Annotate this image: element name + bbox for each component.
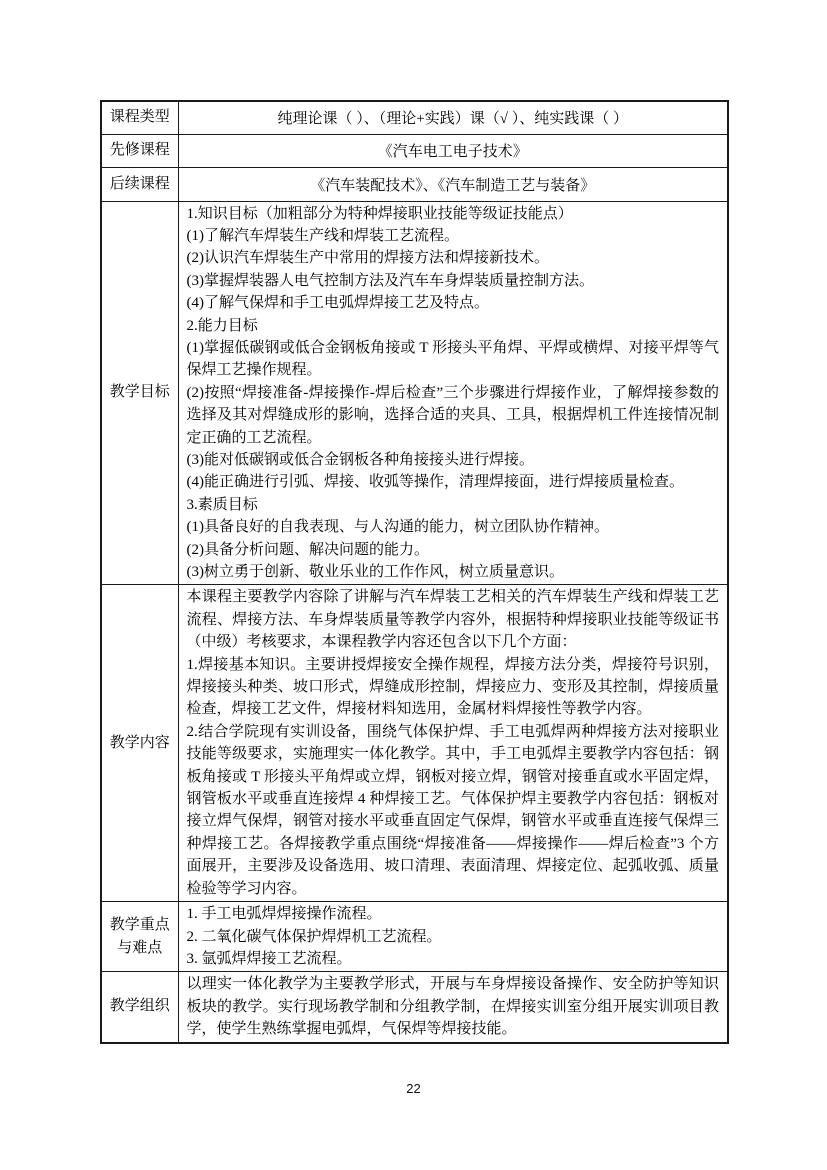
content-intro: 本课程主要教学内容除了讲解与汽车焊装工艺相关的汽车焊装生产线和焊装工艺流程、焊接方法、车身焊装质量等教学内容外，根据特种焊接职业技能等级证书（中级）考核要求，本课程教学内容还包含以下几个方面： bbox=[186, 589, 719, 651]
focus-item-1: 1. 手工电弧焊焊接操作流程。 bbox=[186, 906, 382, 923]
teaching-content-content bbox=[178, 585, 728, 902]
row-label-course-type: 课程类型 bbox=[101, 101, 178, 134]
content-item-1: 1.焊接基本知识。主要讲授焊接安全操作规程，焊接方法分类，焊接符号识别，焊接接头种类、坡口形式，焊缝成形控制，焊接应力、变形及其控制，焊接质量检查，焊接工艺文件，焊接材料知选用，金属材料焊接性等教学内容。 bbox=[186, 656, 719, 718]
row-label-followup-courses: 后续课程 bbox=[101, 167, 178, 201]
goals-ability-item-4: (4)能正确进行引弧、焊接、收弧等操作，清理焊接面，进行焊接质量检查。 bbox=[186, 474, 684, 491]
teaching-focus-content bbox=[178, 902, 728, 972]
row-label-teaching-organization: 教学组织 bbox=[101, 972, 178, 1043]
row-teaching-focus bbox=[101, 902, 728, 972]
row-label-teaching-focus bbox=[101, 902, 178, 972]
goals-knowledge-item-4: (4)了解气保焊和手工电弧焊焊接工艺及特点。 bbox=[186, 295, 489, 312]
goals-knowledge-heading: 1.知识目标（加粗部分为特种焊接职业技能等级证技能点） bbox=[186, 205, 573, 222]
goals-knowledge-item-2: (2)认识汽车焊装生产中常用的焊接方法和焊接新技术。 bbox=[186, 250, 549, 267]
goals-knowledge-item-1: (1)了解汽车焊装生产线和焊装工艺流程。 bbox=[186, 227, 459, 244]
goals-ability-item-3: (3)能对低碳钢或低合金钢板各种角接接头进行焊接。 bbox=[186, 451, 534, 468]
row-teaching-goals bbox=[101, 201, 728, 585]
row-course-type bbox=[101, 101, 728, 134]
course-info-table bbox=[100, 100, 729, 1044]
row-label-teaching-content: 教学内容 bbox=[101, 585, 178, 902]
goals-knowledge-item-3: (3)掌握焊装器人电气控制方法及汽车车身焊装质量控制方法。 bbox=[186, 272, 594, 289]
teaching-focus-label-line1: 教学重点 bbox=[109, 916, 170, 933]
teaching-organization-content bbox=[178, 972, 728, 1043]
row-prerequisite-courses bbox=[101, 134, 728, 167]
course-type-value: 纯理论课（ ）、（理论+实践）课（√ ）、纯实践课（ ） bbox=[178, 101, 728, 134]
row-label-teaching-goals: 教学目标 bbox=[101, 201, 178, 585]
goals-ability-heading: 2.能力目标 bbox=[186, 317, 258, 334]
row-teaching-content bbox=[101, 585, 728, 902]
goals-ability-item-1: (1)掌握低碳钢或低合金钢板角接或 T 形接头平角焊、平焊或横焊、对接平焊等气保焊工艺操作规程。 bbox=[186, 339, 719, 379]
page-number: 22 bbox=[406, 1081, 421, 1096]
focus-item-3: 3. 氩弧焊焊接工艺流程。 bbox=[186, 950, 352, 967]
teaching-goals-content bbox=[178, 201, 728, 585]
row-label-prerequisite-courses: 先修课程 bbox=[101, 134, 178, 167]
row-teaching-organization bbox=[101, 972, 728, 1043]
focus-item-2: 2. 二氧化碳气体保护焊焊机工艺流程。 bbox=[186, 928, 442, 945]
goals-quality-item-1: (1)具备良好的自我表现、与人沟通的能力，树立团队协作精神。 bbox=[186, 519, 609, 536]
goals-quality-item-2: (2)具备分析问题、解决问题的能力。 bbox=[186, 541, 429, 558]
prerequisite-courses-value: 《汽车电工电子技术》 bbox=[178, 134, 728, 167]
goals-quality-heading: 3.素质目标 bbox=[186, 496, 258, 513]
goals-ability-item-2: (2)按照“焊接准备-焊接操作-焊后检查”三个步骤进行焊接作业，了解焊接参数的选择及其对焊缝成形的影响，选择合适的夹具、工具，根据焊机工件连接情况制定正确的工艺流程。 bbox=[186, 384, 719, 446]
followup-courses-value: 《汽车装配技术》、《汽车制造工艺与装备》 bbox=[178, 167, 728, 201]
goals-quality-item-3: (3)树立勇于创新、敬业乐业的工作作风，树立质量意识。 bbox=[186, 564, 564, 580]
row-followup-courses bbox=[101, 167, 728, 201]
teaching-focus-label-line2: 与难点 bbox=[117, 939, 163, 956]
content-item-2: 2.结合学院现有实训设备，围绕气体保护焊、手工电弧焊两种焊接方法对接职业技能等级要求，实施理实一体化教学。其中，手工电弧焊主要教学内容包括：钢板角接或 T 形接头平角焊或立焊，钢板对接立焊，钢管对接垂直或水平固定焊，钢管板水平或垂直连接焊 4 种焊接工艺。气体保护焊主要教学内容包括：钢板对接立焊气保焊，钢管对接水平或垂直固定气保焊，钢管水平或垂直连接气保焊三种焊接工艺。各焊接教学重点围绕“焊接准备——焊接操作——焊后检查”3 个方面展开，主要涉及设备选用、坡口清理、表面清理、焊接定位、起弧收弧、质量检验等学习内容。 bbox=[186, 723, 719, 897]
organization-paragraph: 以理实一体化教学为主要教学形式，开展与车身焊接设备操作、安全防护等知识板块的教学。实行现场教学制和分组教学制，在焊接实训室分组开展实训项目教学，使学生熟练掌握电弧焊，气保焊等焊接技能。 bbox=[186, 976, 719, 1038]
